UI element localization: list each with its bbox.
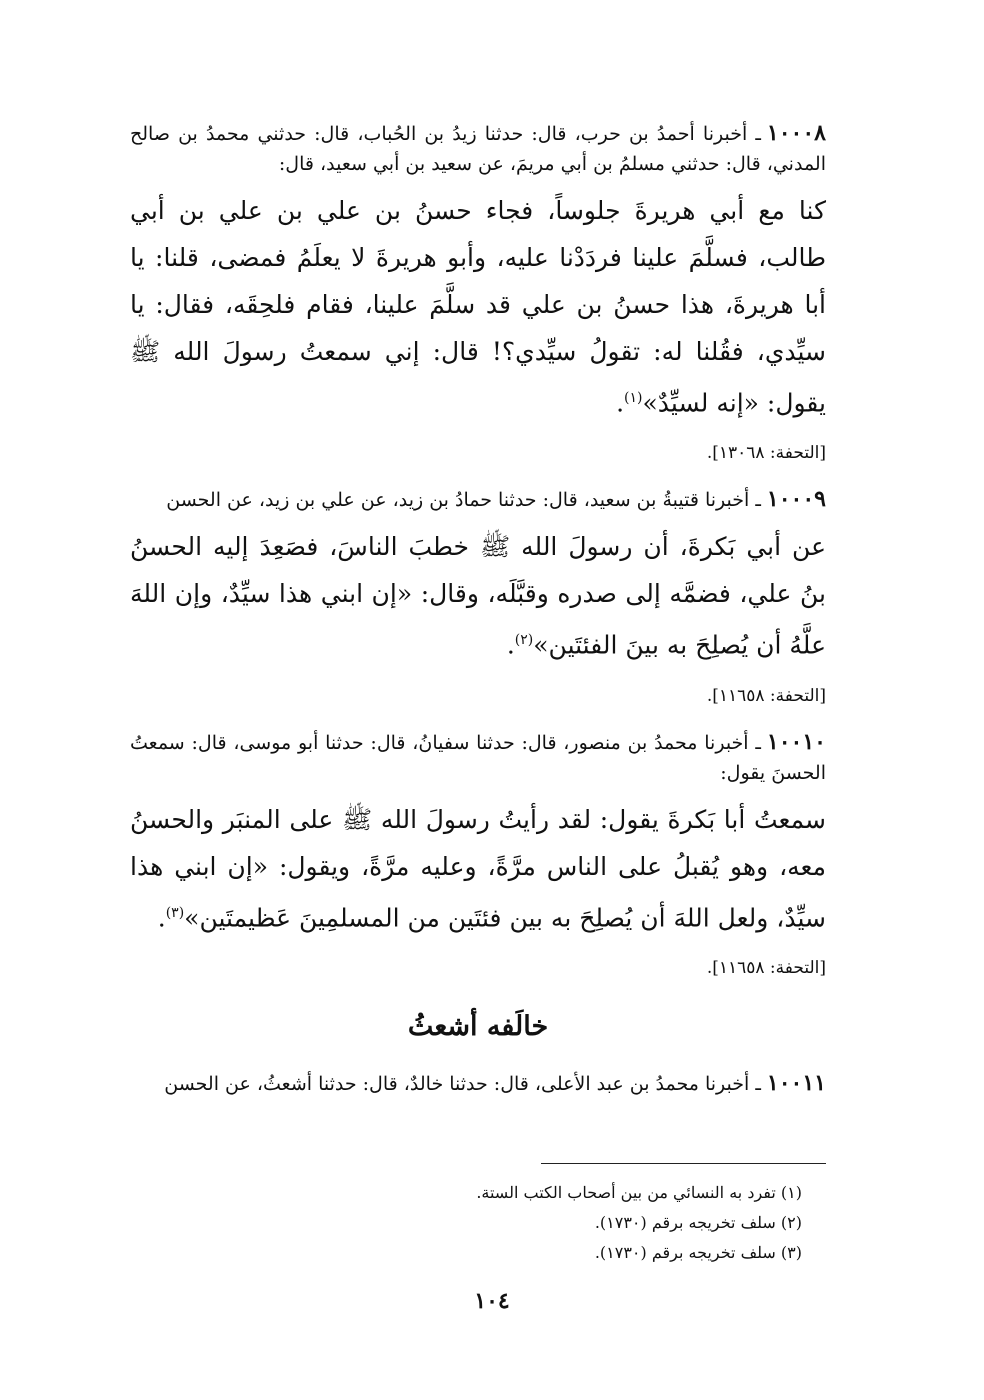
footnote-divider (541, 1163, 826, 1164)
hadith-isnad (130, 484, 826, 515)
footnote-marker[interactable]: (٣) (165, 904, 185, 921)
isnad-text: ـ أخبرنا محمدُ بن عبد الأعلى، قال: حدثنا خالدٌ، قال: حدثنا أشعثُ، عن الحسن (164, 1072, 761, 1095)
page-number: ١٠٤ (474, 1288, 510, 1314)
footnote: (١) تفرد به النسائي من بين أصحاب الكتب الستة. (476, 1183, 802, 1202)
hadith-matn (130, 523, 826, 668)
tuhfa-reference: [التحفة: ١٣٠٦٨]. (706, 443, 826, 464)
footnotes (476, 1178, 802, 1268)
footnote: (٣) سلف تخريجه برقم (١٧٣٠). (594, 1243, 802, 1262)
page-body (130, 118, 826, 1107)
tuhfa-reference: [التحفة: ١١٦٥٨]. (706, 957, 826, 978)
hadith-number: ١٠٠١١ (766, 1069, 826, 1096)
matn-end: . (506, 630, 515, 660)
hadith-entry (130, 484, 826, 708)
matn-end: . (616, 388, 625, 418)
matn-text: سمعتُ أبا بَكرةَ يقول: لقد رأيتُ رسولَ الله ﷺ على المنبَر والحسنُ معه، وهو يُقبلُ على الناس مرَّةً، وعليه مرَّةً، ويقول: «إن ابني هذا سيِّدٌ، ولعل اللهَ أن يُصلِحَ به بين فئتَين من المسلمِينَ عَظيمتَين» (130, 804, 826, 932)
hadith-entry (130, 1068, 826, 1099)
section-heading: خالَفه أشعثُ (407, 1010, 549, 1042)
hadith-entry (130, 118, 826, 466)
isnad-text: ـ أخبرنا محمدُ بن منصور، قال: حدثنا سفيانُ، قال: حدثنا أبو موسى، قال: سمعتُ الحسنَ يقول: (130, 731, 826, 784)
footnote: (٢) سلف تخريجه برقم (١٧٣٠). (594, 1213, 802, 1232)
isnad-text: ـ أخبرنا قتيبةُ بن سعيد، قال: حدثنا حمادُ بن زيد، عن علي بن زيد، عن الحسن (166, 489, 761, 512)
hadith-matn (130, 187, 826, 426)
isnad-text: ـ أخبرنا أحمدُ بن حرب، قال: حدثنا زيدُ بن الحُباب، قال: حدثني محمدُ بن صالح المدني، قال: حدثني مسلمُ بن أبي مريمَ، عن سعيد بن أبي سعيد، قال: (130, 123, 826, 175)
hadith-number: ١٠٠٠٩ (766, 486, 826, 513)
hadith-matn (130, 796, 826, 941)
hadith-isnad (130, 727, 826, 788)
tuhfa-reference: [التحفة: ١١٦٥٨]. (706, 685, 826, 706)
matn-text: عن أبي بَكرةَ، أن رسولَ الله ﷺ خطبَ الناسَ، فصَعِدَ إليه الحسنُ بنُ علي، فضمَّه إلى صدره وقبَّلَه، وقال: «إن ابني هذا سيِّدٌ، وإن اللهَ علَّهُ أن يُصلِحَ به بينَ الفئتَين» (130, 532, 826, 660)
footnote-marker[interactable]: (٢) (514, 632, 534, 649)
hadith-number: ١٠٠٠٨ (766, 120, 826, 146)
hadith-isnad (130, 118, 826, 179)
hadith-number: ١٠٠١٠ (766, 728, 826, 755)
hadith-entry (130, 727, 826, 981)
footnote-marker[interactable]: (١) (624, 390, 643, 406)
matn-end: . (157, 902, 166, 932)
matn-text: كنا مع أبي هريرةَ جلوساً، فجاء حسنُ بن علي بن علي بن أبي طالب، فسلَّمَ علينا فردَدْنا عليه، وأبو هريرةَ لا يعلَمُ فمضى، قلنا: يا أبا هريرةَ، هذا حسنُ بن علي قد سلَّمَ علينا، فقام فلحِقَه، فقال: يا سيِّدي، فقُلنا له: تقولُ سيِّدي؟! قال: إني سمعتُ رسولَ الله ﷺ يقول: «إنه لسيِّدٌ» (130, 196, 826, 418)
hadith-isnad (130, 1068, 826, 1099)
